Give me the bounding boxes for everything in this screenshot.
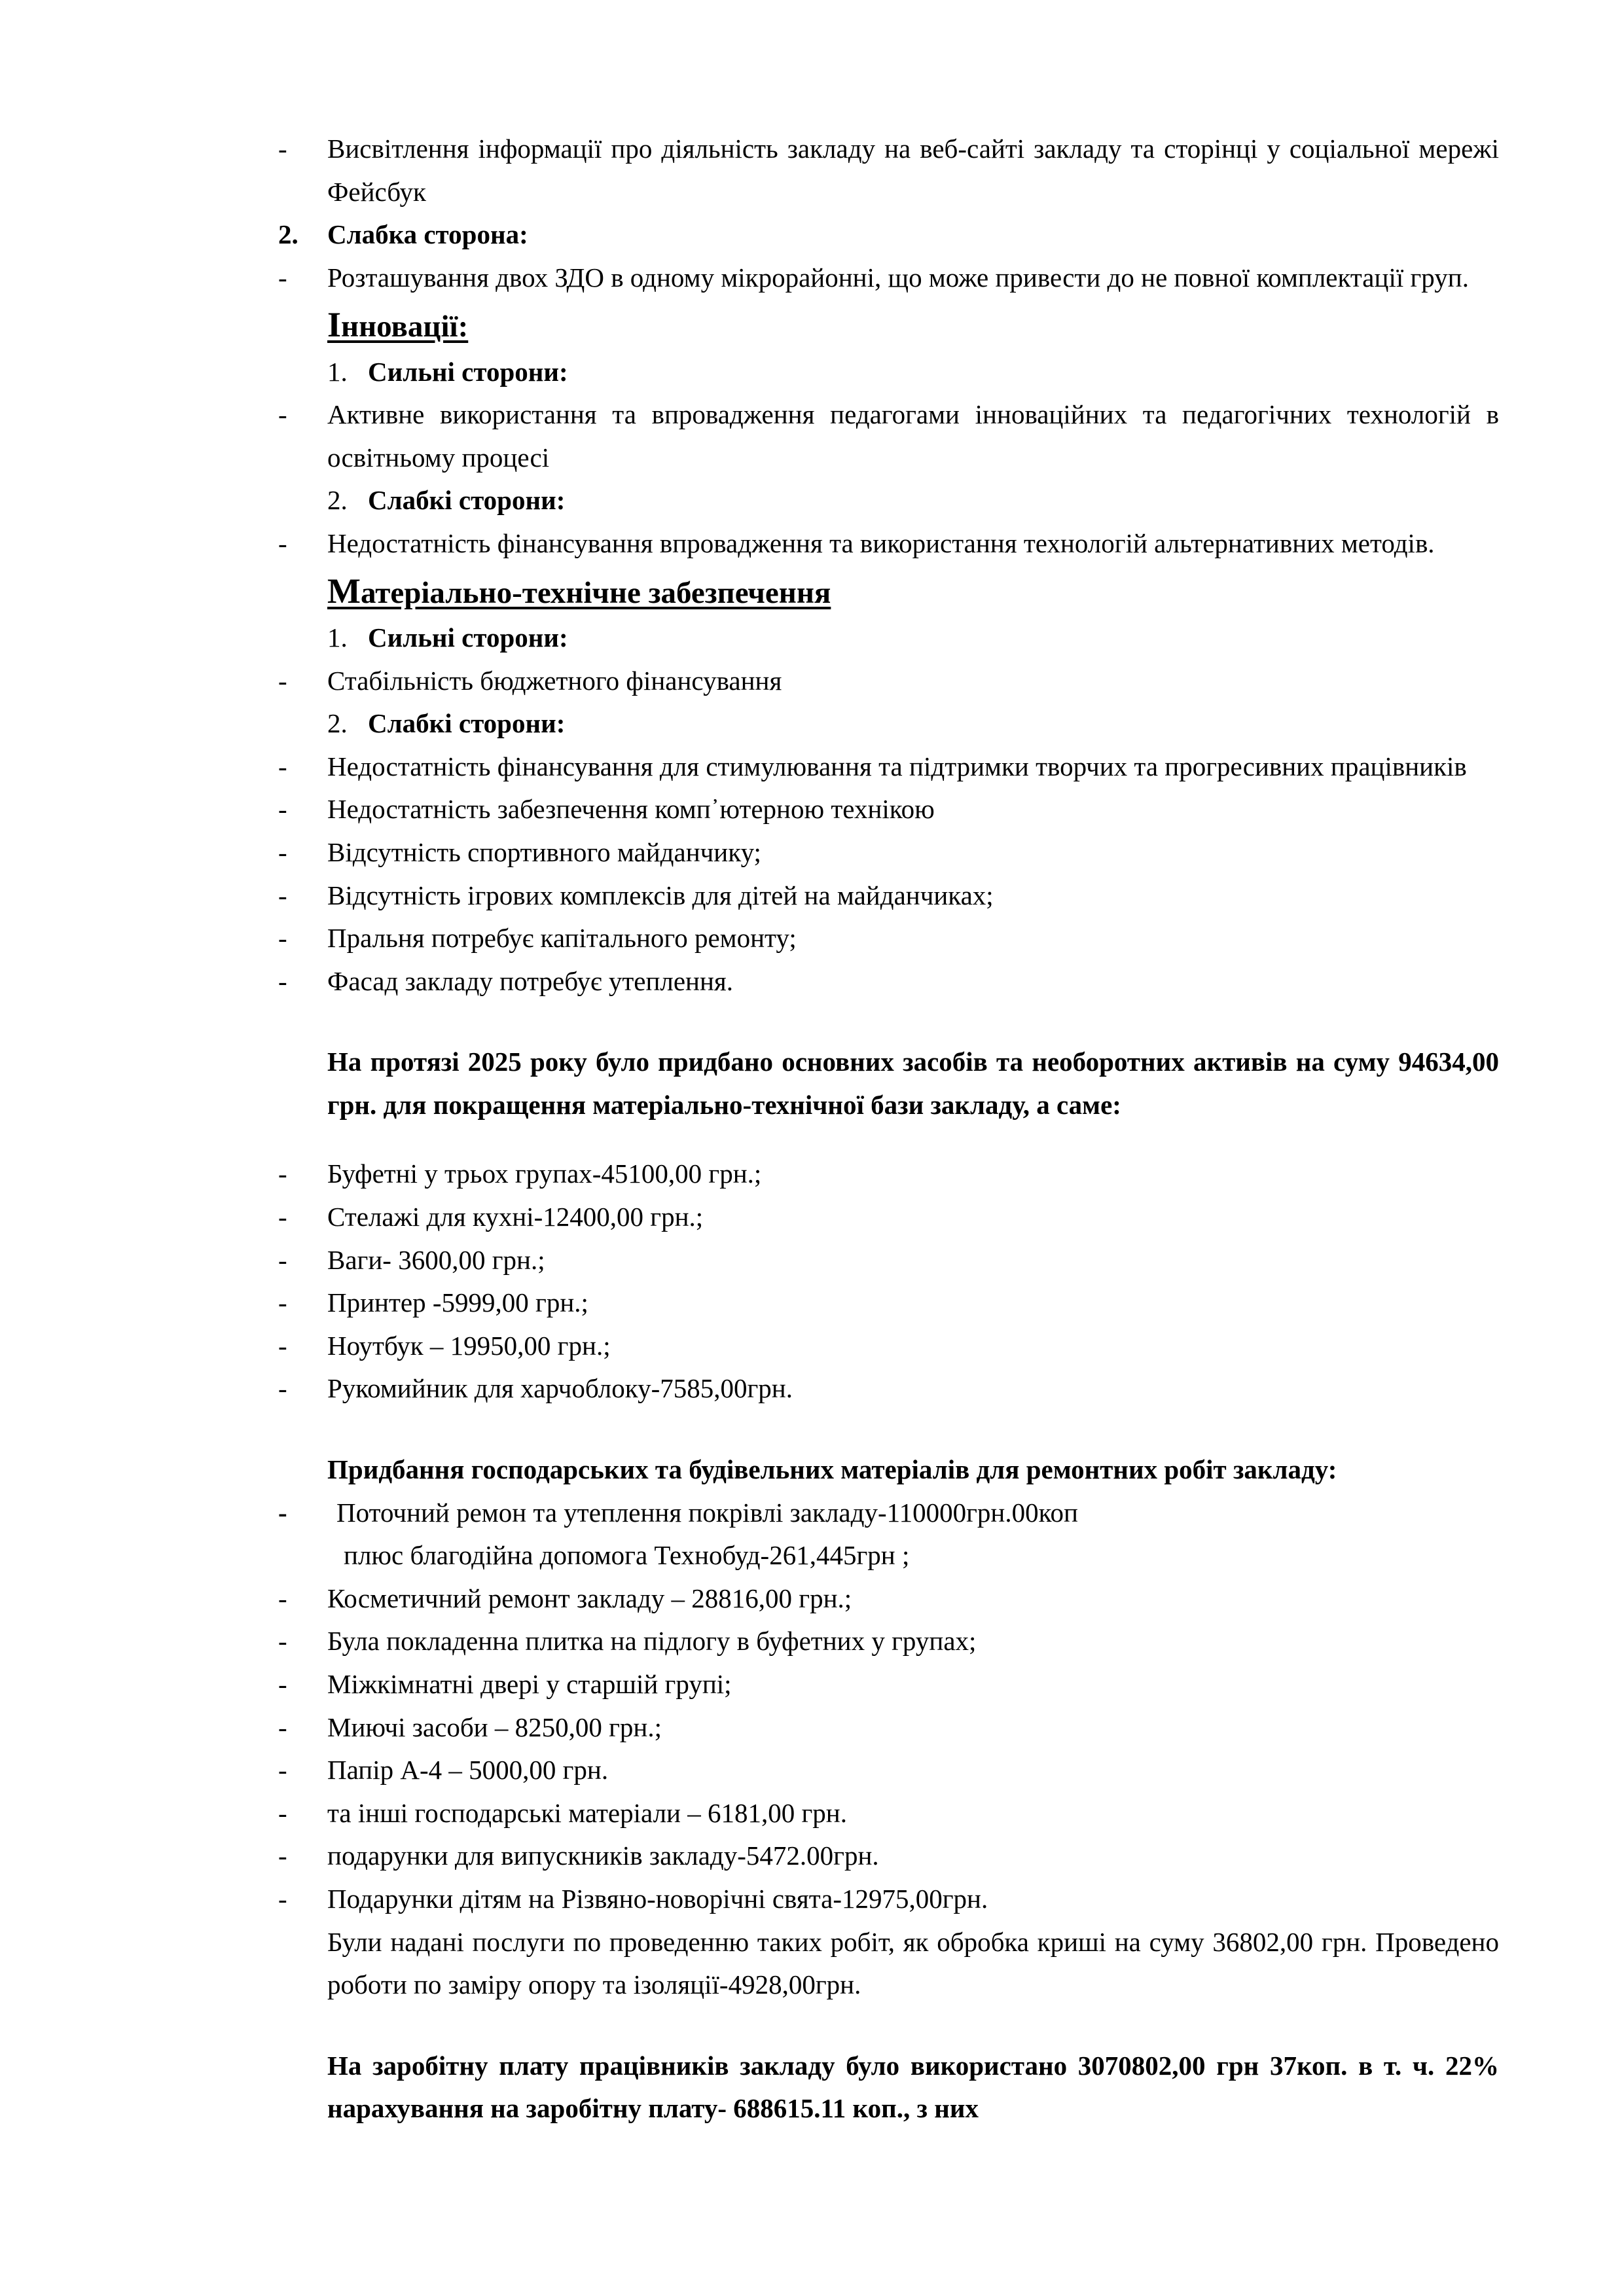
bullet-dash-icon: - [278,1202,287,1232]
list-item-text: Відсутність спортивного майданчику; [327,836,761,867]
list-item-text: та інші господарські матеріали – 6181,00 грн. [327,1797,847,1828]
spacer [278,1410,1499,1448]
section-heading-innovations [327,299,468,350]
list-item-text: Фасад закладу потребує утеплення. [327,965,734,996]
list-item-text: Розташування двох ЗДО в одному мікрорайонні, що може привести до не повної комплектації груп. [327,262,1469,293]
list-item-text: Рукомийник для харчоблоку-7585,00грн. [327,1373,793,1404]
list-item-text: Висвітлення інформації про діяльність закладу на веб-сайті закладу та сторінці у соціальної мережі Фейсбук [327,134,1499,207]
innovations-strong-heading [327,351,1499,394]
bullet-dash-icon: - [278,751,287,781]
list-item [278,1577,1499,1621]
assets-2025-intro: На протязі 2025 року було придбано основних засобів та необоротних активів на суму 94634,00 грн. для покращення матеріально-технічної бази закладу, а саме: [327,1047,1499,1120]
list-item [278,1749,1499,1792]
list-item-text: Недостатність фінансування для стимулювання та підтримки творчих та прогресивних працівників [327,751,1467,781]
weak-side-heading [278,213,1499,257]
list-number: 1. [327,622,348,653]
bullet-dash-icon: - [278,1583,287,1613]
list-item [278,788,1499,831]
bullet-dash-icon: - [278,134,287,164]
bullet-dash-icon: - [278,794,287,825]
bullet-dash-icon: - [278,528,287,559]
bullet-dash-icon: - [278,1497,287,1528]
list-item [278,1196,1499,1239]
list-item [278,1620,1499,1663]
list-number: 1. [327,356,348,387]
section-material-base [278,565,1499,617]
list-item [278,1878,1499,1921]
list-number: 2. [327,708,348,739]
list-item-text: Папір А-4 – 5000,00 грн. [327,1755,609,1785]
bullet-dash-icon: - [278,880,287,910]
bullet-dash-icon: - [278,1797,287,1828]
material-strong-heading [327,617,1499,660]
material-weak-heading [327,702,1499,745]
subsection-label: Слабкі сторони: [368,708,566,739]
heading-rest: нновації: [341,310,469,344]
bullet-dash-icon: - [278,1373,287,1404]
list-item [278,1792,1499,1835]
repair-materials-intro: Придбання господарських та будівельних матеріалів для ремонтних робіт закладу: [327,1454,1337,1485]
spacer [278,2007,1499,2045]
bullet-dash-icon: - [278,1158,287,1189]
bullet-dash-icon: - [278,1883,287,1914]
list-item-text: Стабільність бюджетного фінансування [327,665,782,696]
list-item-text: Ваги- 3600,00 грн.; [327,1244,545,1275]
list-item [278,831,1499,874]
bullet-dash-icon: - [278,399,287,430]
salary-paragraph: На заробітну плату працівників закладу було використано 3070802,00 грн 37коп. в т. ч. 22% нарахування на заробітну плату- 688615.11 коп., з них [327,2050,1499,2124]
weak-side-label: Слабка сторона: [327,219,528,250]
list-item-text: Недостатність фінансування впровадження та використання технологій альтернативних методів. [327,528,1435,559]
bullet-dash-icon: - [278,1712,287,1742]
section-innovations [278,299,1499,350]
heading-rest: атеріально-технічне забезпечення [360,575,831,610]
bullet-dash-icon: - [278,665,287,696]
bullet-dash-icon: - [278,1840,287,1871]
subsection-label: Сильні сторони: [368,622,568,653]
list-item-text: Була покладенна плитка на підлогу в буфетних у групах; [327,1626,977,1657]
list-number: 2. [278,219,298,250]
list-item [278,1492,1499,1535]
list-item-text: Стелажі для кухні-12400,00 грн.; [327,1202,704,1232]
list-item-text: Недостатність забезпечення комп᾽ютерною технікою [327,794,935,825]
list-item [278,1663,1499,1706]
innovations-weak-heading [327,479,1499,522]
list-item-text: Косметичний ремонт закладу – 28816,00 грн.; [327,1583,852,1613]
bullet-dash-icon: - [278,965,287,996]
services-note: Були надані послуги по проведенню таких робіт, як обробка криші на суму 36802,00 грн. Проведено роботи по заміру опору та ізоляції-4928,00грн. [327,1926,1499,2000]
subsection-label: Слабкі сторони: [368,485,566,516]
spacer [278,1003,1499,1041]
list-item-text: Ноутбук – 19950,00 грн.; [327,1330,611,1361]
list-item [278,1153,1499,1196]
list-item-text: Принтер -5999,00 грн.; [327,1287,588,1318]
list-item [278,1367,1499,1410]
list-item [278,745,1499,789]
bullet-dash-icon: - [278,1755,287,1785]
bullet-dash-icon: - [278,836,287,867]
list-item-text: Миючі засоби – 8250,00 грн.; [327,1712,662,1742]
list-item [278,1239,1499,1282]
list-number: 2. [327,485,348,516]
list-item [278,960,1499,1003]
list-item-text: Подарунки дітям на Різвяно-новорічні свята-12975,00грн. [327,1883,988,1914]
bullet-dash-icon: - [278,923,287,954]
list-item-continuation: плюс благодійна допомога Технобуд-261,445грн ; [344,1540,910,1571]
bullet-dash-icon: - [278,1669,287,1699]
list-item [278,393,1499,479]
list-item [278,1325,1499,1368]
bullet-dash-icon: - [278,262,287,293]
list-item-text: Буфетні у трьох групах-45100,00 грн.; [327,1158,762,1189]
list-item [278,522,1499,565]
section-heading-material-base [327,565,831,617]
list-item [278,1282,1499,1325]
heading-initial-cap: І [327,305,342,345]
list-item [278,660,1499,703]
list-item [278,874,1499,918]
list-item-text: Міжкімнатні двері у старшій групі; [327,1669,732,1699]
list-item-text: Активне використання та впровадження педагогами інноваційних та педагогічних технологій в освітньому процесі [327,399,1499,473]
bullet-dash-icon: - [278,1330,287,1361]
list-item-text: Поточний ремон та утеплення покрівлі закладу-110000грн.00коп [336,1497,1078,1528]
subsection-label: Сильні сторони: [368,356,568,387]
spacer [278,1126,1499,1153]
list-item [278,917,1499,960]
bullet-dash-icon: - [278,1244,287,1275]
document-body [278,128,1499,2130]
list-item [278,257,1499,300]
bullet-dash-icon: - [278,1287,287,1318]
list-item-text: Відсутність ігрових комплексів для дітей на майданчиках; [327,880,994,910]
list-item-text: подарунки для випускників закладу-5472.00грн. [327,1840,879,1871]
list-item [278,128,1499,213]
list-item [278,1706,1499,1749]
list-item-text: Пральня потребує капітального ремонту; [327,923,797,954]
bullet-dash-icon: - [278,1626,287,1657]
list-item [278,1835,1499,1878]
heading-initial-cap: М [327,571,361,611]
